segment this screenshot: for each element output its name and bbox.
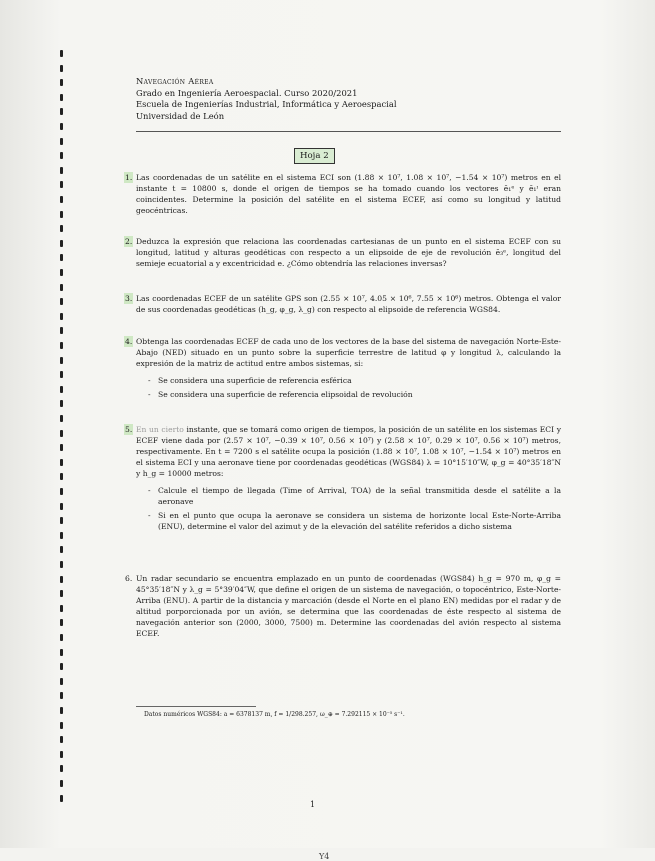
binder-hole bbox=[60, 649, 63, 656]
binder-hole bbox=[60, 123, 63, 130]
bullet-item: - Si en el punto que ocupa la aeronave se considera un sistema de horizonte local Este-Norte-Arriba (ENU), determine el valor del azimut y de la elevación del satélite referidos a dicho sistema bbox=[148, 511, 561, 531]
binder-hole bbox=[60, 94, 63, 101]
binder-hole bbox=[60, 298, 63, 305]
binder-hole bbox=[60, 254, 63, 261]
binder-hole bbox=[60, 459, 63, 466]
exercise-text: Deduzca la expresión que relaciona las coordenadas cartesianas de un punto en el sistema ECEF con su longitud, latitud y alturas geodéticas con respecto a un elipsoide de eje de revolución ē₃ᵉ, longitud del semieje ecuatorial a y excentricidad e. ¿Cómo obtendría las relaciones inversas? bbox=[136, 237, 561, 268]
footnote-rule bbox=[136, 706, 256, 707]
binder-hole bbox=[60, 313, 63, 320]
binder-hole bbox=[60, 619, 63, 626]
binder-hole bbox=[60, 532, 63, 539]
exercise-text: instante, que se tomará como origen de tiempos, la posición de un satélite en los sistemas ECI y ECEF viene dada por (2.57 × 10⁷, −0.39 × 10⁷, 0.56 × 10⁷) y (2.58 × 10⁷, 0.29 × 10⁷, 0.56 × 10⁷) metros, respectivamente. En t = 7200 s el satélite ocupa la posición (1.88 × 10⁷, 1.08 × 10⁷, −1.54 × 10⁷) metros en el sistema ECI y una aeronave tiene por coordenadas geodéticas (WGS84) λ = 10°15′10″W, φ_g = 40°35′18″N y h_g = 10000 metros: bbox=[136, 425, 561, 478]
binder-hole bbox=[60, 678, 63, 685]
binder-hole bbox=[60, 634, 63, 641]
binder-hole bbox=[60, 79, 63, 86]
sheet-title: Hoja 2 bbox=[294, 148, 335, 164]
binder-hole bbox=[60, 692, 63, 699]
binder-hole bbox=[60, 430, 63, 437]
exercise-text: Un radar secundario se encuentra emplazado en un punto de coordenadas (WGS84) h_g = 970 m, φ_g = 45°35′18″N y λ_g = 5°39′04″W, que define el origen de un sistema de navegación, o topocéntrico, Este-Norte-Arriba (ENU). A partir de la distancia y marcación (desde el Norte en el plano EN) medidas por el radar y de altitud porporcionada por un avión, se determina que las coordenadas de éste respecto al sistema de navegación anterior son (2000, 3000, 7500) m. Determine las coordenadas del avión respecto al sistema ECEF. bbox=[136, 574, 561, 638]
binder-hole bbox=[60, 167, 63, 174]
binder-hole bbox=[60, 400, 63, 407]
bullet-item: - Se considera una superficie de referencia elipsoidal de revolución bbox=[148, 390, 413, 399]
binder-hole bbox=[60, 546, 63, 553]
binder-hole bbox=[60, 211, 63, 218]
exercise-4-bullets bbox=[148, 375, 561, 400]
bullet-item: - Calcule el tiempo de llegada (Time of Arrival, TOA) de la señal transmitida desde el satélite a la aeronave bbox=[148, 486, 561, 506]
exercise-3 bbox=[125, 293, 561, 315]
binder-hole bbox=[60, 152, 63, 159]
binder-hole bbox=[60, 342, 63, 349]
binder-hole bbox=[60, 65, 63, 72]
exercise-number: 1. bbox=[125, 173, 133, 182]
binder-hole bbox=[60, 371, 63, 378]
exercise-text: Obtenga las coordenadas ECEF de cada uno de los vectores de la base del sistema de navegación Norte-Este-Abajo (NED) situado en un punto sobre la superficie terrestre de latitud φ y longitud λ, calculando la expresión de la matriz de actitud entre ambos sistemas, si: bbox=[136, 337, 561, 368]
binder-hole bbox=[60, 751, 63, 758]
binder-hole bbox=[60, 663, 63, 670]
exercise-4 bbox=[125, 336, 561, 403]
exercise-number: 5. bbox=[125, 425, 133, 434]
binder-hole bbox=[60, 138, 63, 145]
exercise-number: 4. bbox=[125, 337, 133, 346]
binder-hole bbox=[60, 50, 63, 57]
exercise-number: 2. bbox=[125, 237, 133, 246]
binder-hole bbox=[60, 108, 63, 115]
document-page bbox=[96, 60, 596, 861]
binder-hole bbox=[60, 765, 63, 772]
exercise-text: Las coordenadas ECEF de un satélite GPS son (2.55 × 10⁷, 4.05 × 10⁶, 7.55 × 10⁶) metros. Obtenga el valor de sus coordenadas geodéticas (h_g, φ_g, λ_g) con respecto al elipsoide de referencia WGS84. bbox=[136, 294, 561, 314]
exercise-5 bbox=[125, 424, 561, 535]
exercise-6 bbox=[125, 573, 561, 639]
binder-hole bbox=[60, 517, 63, 524]
binder-hole bbox=[60, 327, 63, 334]
binder-hole bbox=[60, 736, 63, 743]
binder-holes bbox=[60, 50, 70, 810]
binder-hole bbox=[60, 707, 63, 714]
binder-hole bbox=[60, 181, 63, 188]
footnote: Datos numéricos WGS84: a = 6378137 m, f = 1/298.257, ω_⊕ = 7.292115 × 10⁻⁵ s⁻¹. bbox=[144, 711, 405, 718]
binder-hole bbox=[60, 284, 63, 291]
binder-hole bbox=[60, 415, 63, 422]
university-line: Universidad de León bbox=[136, 110, 225, 121]
header-divider bbox=[136, 131, 561, 132]
exercise-text: Las coordenadas de un satélite en el sistema ECI son (1.88 × 10⁷, 1.08 × 10⁷, −1.54 × 10⁷) metros en el instante t = 10800 s, donde el origen de tiempos se ha tomado cuando los vectores ē₁ᵉ y ē₁ᶦ eran coincidentes. Determine la posición del satélite en el sistema ECEF, así como su longitud y latitud geocéntricas. bbox=[136, 173, 561, 215]
binder-hole bbox=[60, 386, 63, 393]
exercise-number: 6. bbox=[125, 574, 133, 583]
page-number: 1 bbox=[310, 800, 316, 809]
binder-hole bbox=[60, 269, 63, 276]
binder-hole bbox=[60, 444, 63, 451]
binder-hole bbox=[60, 240, 63, 247]
binder-hole bbox=[60, 561, 63, 568]
binder-hole bbox=[60, 605, 63, 612]
binder-hole bbox=[60, 473, 63, 480]
binder-hole bbox=[60, 780, 63, 787]
binder-hole bbox=[60, 576, 63, 583]
header bbox=[136, 76, 561, 122]
scan-stamp: Y4 bbox=[319, 852, 330, 861]
binder-hole bbox=[60, 488, 63, 495]
binder-hole bbox=[60, 722, 63, 729]
binder-hole bbox=[60, 795, 63, 802]
binder-hole bbox=[60, 225, 63, 232]
exercise-1 bbox=[125, 172, 561, 216]
exercise-number: 3. bbox=[125, 294, 133, 303]
binder-hole bbox=[60, 590, 63, 597]
school-line: Escuela de Ingenierías Industrial, Informática y Aeroespacial bbox=[136, 99, 397, 109]
exercise-2 bbox=[125, 236, 561, 269]
exercise-text-faint: En un cierto bbox=[136, 425, 184, 434]
binder-hole bbox=[60, 196, 63, 203]
exercise-5-bullets bbox=[148, 485, 561, 532]
bullet-item: - Se considera una superficie de referencia esférica bbox=[148, 376, 352, 385]
binder-hole bbox=[60, 503, 63, 510]
course-title: Navegación Aérea bbox=[136, 76, 214, 86]
degree-line: Grado en Ingeniería Aeroespacial. Curso 2020/2021 bbox=[136, 87, 358, 98]
binder-hole bbox=[60, 357, 63, 364]
